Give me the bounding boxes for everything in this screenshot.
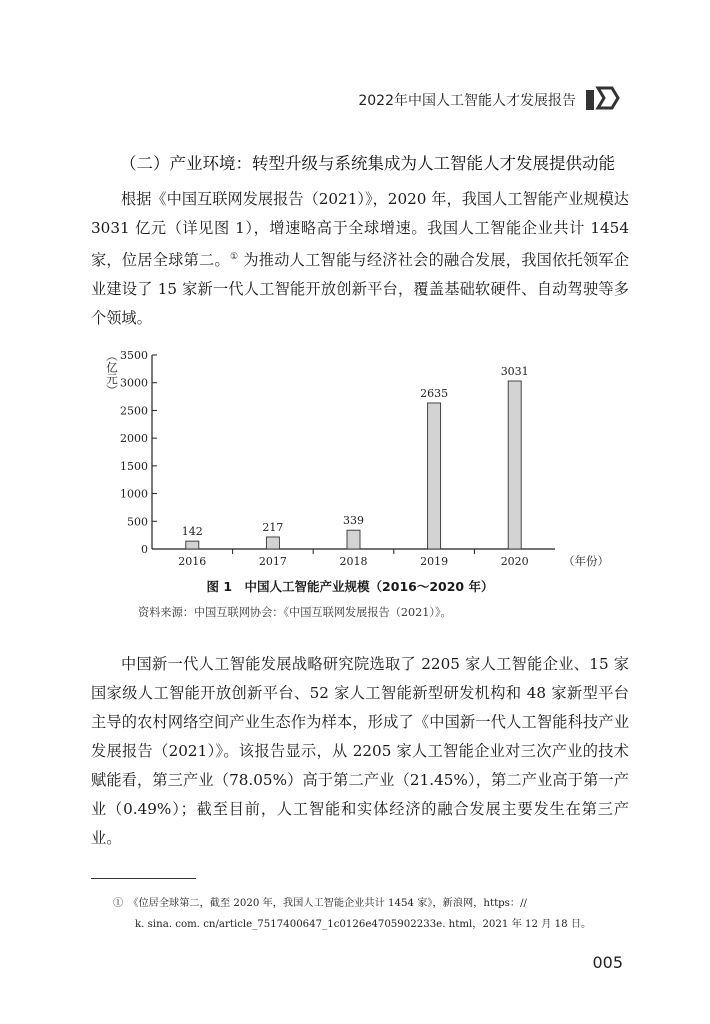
y-tick-label: 500 — [127, 515, 148, 529]
figure-source: 资料来源：中国互联网协会：《中国互联网发展报告（2021）》。 — [138, 606, 452, 619]
x-axis-title: （年份） — [563, 554, 609, 568]
data-label: 2635 — [420, 386, 449, 400]
bar — [428, 403, 441, 549]
bar — [508, 381, 521, 549]
x-tick-label: 2018 — [339, 555, 368, 568]
bar — [347, 530, 360, 549]
body-paragraph-2: 中国新一代人工智能发展战略研究院选取了 2205 家人工智能企业、15 家国家级人工智能开放创新平台、52 家人工智能新型研发机构和 48 家新型平台主导的农村网络空间产业生态作为样本，形成了《中国新一代人工智能科技产业发展报告（2021）》。该报告显示，从 2205 家人工智能企业对三次产业的技术赋能看，第三产业（78.05%）高于第二产业（21.45%），第二产业高于第一产业（0.49%）；截至目前，人工智能和实体经济的融合发展主要发生在第三产业。 — [91, 655, 629, 847]
x-tick-label: 2019 — [420, 555, 449, 568]
footnote-ref: ① — [229, 252, 239, 262]
y-tick-label: 1000 — [120, 487, 148, 501]
y-tick-label: 2000 — [120, 432, 148, 446]
footnote-line-1: 《位居全球第二，截至 2020 年，我国人工智能企业共计 1454 家》，新浪网，https：// — [133, 898, 527, 909]
y-tick-label: 3500 — [120, 349, 148, 362]
y-tick-label: 1500 — [120, 459, 148, 473]
book-logo-icon — [584, 84, 620, 112]
x-tick-label: 2016 — [178, 555, 207, 568]
data-label: 217 — [262, 520, 284, 534]
x-tick-label: 2017 — [258, 555, 287, 568]
y-axis-title: （亿元） — [105, 350, 119, 396]
paragraph-1-text: 根据《中国互联网发展报告（2021）》，2020 年，我国人工智能产业规模达 3031 亿元（详见图 1），增速略高于全球增速。我国人工智能企业共计 1454 家，位居全球第二。 — [91, 190, 629, 269]
y-tick-label: 0 — [141, 543, 148, 556]
data-label: 339 — [343, 514, 364, 528]
page-number: 005 — [592, 953, 623, 972]
paragraph-1-text-after: 为推动人工智能与经济社会的融合发展，我国依托领军企业建设了 15 家新一代人工智能开放创新平台，覆盖基础软硬件、自动驾驶等多个领域。 — [91, 251, 630, 327]
y-tick-label: 2500 — [120, 404, 148, 418]
footnote-divider — [91, 878, 196, 879]
footnote-line-2: k. sina. com. cn/article_7517400647_1c0126e4705902233e. html，2021 年 12 月 18 日。 — [135, 919, 592, 930]
figure-caption: 图 1 中国人工智能产业规模（2016～2020 年） — [206, 579, 494, 594]
section-heading: （二）产业环境：转型升级与系统集成为人工智能人才发展提供动能 — [120, 154, 615, 173]
footnote-marker: ① — [113, 898, 124, 909]
industry-scale-bar-chart — [90, 340, 630, 580]
bar — [266, 537, 279, 549]
footnote — [113, 893, 623, 935]
data-label: 3031 — [500, 364, 529, 378]
running-header-title: 2022年中国人工智能人才发展报告 — [358, 93, 576, 109]
bar — [186, 541, 199, 549]
body-paragraph-1 — [91, 185, 629, 333]
y-tick-label: 3000 — [120, 376, 148, 390]
data-label: 142 — [181, 525, 203, 539]
x-tick-label: 2020 — [500, 555, 529, 568]
